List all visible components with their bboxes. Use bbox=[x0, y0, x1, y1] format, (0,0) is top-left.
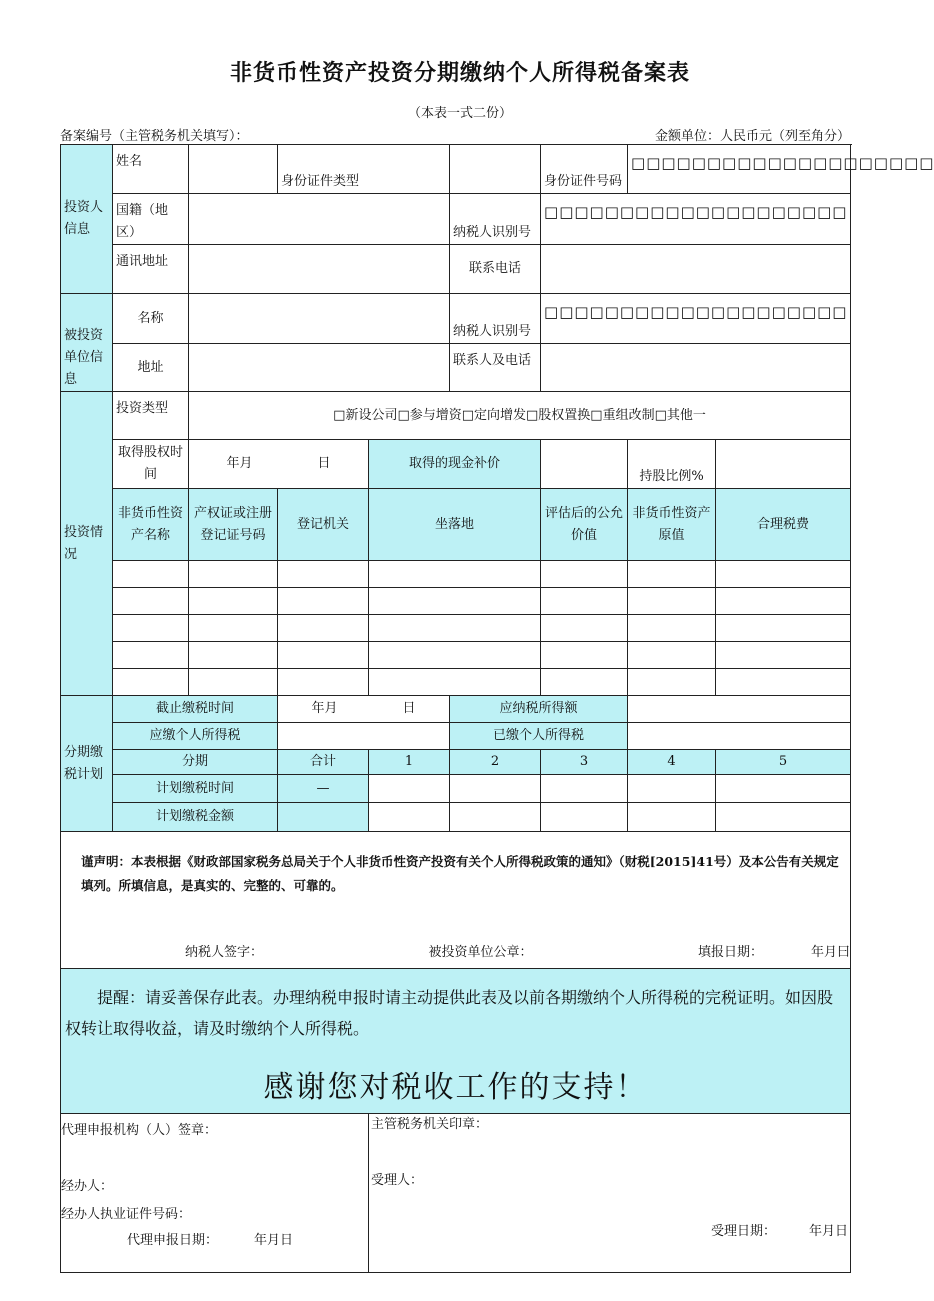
asset-row bbox=[61, 561, 851, 588]
investee-section-label: 被投资单位信息 bbox=[61, 294, 113, 392]
investee-tax-id-label: 纳税人识别号 bbox=[450, 294, 541, 344]
equity-time-field[interactable]: 年月 日 bbox=[189, 440, 369, 489]
payable-tax-label: 应缴个人所得税 bbox=[113, 723, 278, 750]
cell[interactable] bbox=[628, 588, 716, 615]
investor-section-label: 投资人信息 bbox=[61, 145, 113, 294]
total-label: 合计 bbox=[278, 750, 369, 775]
cell[interactable] bbox=[278, 642, 369, 669]
declaration-block bbox=[61, 832, 851, 969]
agent-block bbox=[61, 1113, 369, 1272]
payable-tax-field[interactable] bbox=[278, 723, 450, 750]
asset-name-header: 非货币性资产名称 bbox=[113, 489, 189, 561]
taxable-income-label: 应纳税所得额 bbox=[450, 696, 628, 723]
nationality-label: 国籍（地区） bbox=[113, 194, 189, 245]
cell[interactable] bbox=[189, 561, 278, 588]
cell[interactable] bbox=[113, 642, 189, 669]
id-number-label: 身份证件号码 bbox=[541, 145, 628, 194]
agent-date-ymd: 年月日 bbox=[254, 1232, 294, 1248]
cash-comp-field[interactable] bbox=[541, 440, 628, 489]
handler-label: 经办人： bbox=[61, 1178, 114, 1194]
receive-date-label: 受理日期： bbox=[711, 1223, 777, 1239]
holding-ratio-label: 持股比例% bbox=[628, 440, 716, 489]
cell[interactable] bbox=[189, 642, 278, 669]
contact-label: 联系人及电话 bbox=[450, 344, 541, 392]
cell[interactable] bbox=[541, 615, 628, 642]
receive-date-ymd: 年月日 bbox=[809, 1223, 849, 1239]
cell[interactable] bbox=[369, 588, 541, 615]
contact-field[interactable] bbox=[541, 344, 851, 392]
certificate-no-header: 产权证或注册登记证号码 bbox=[189, 489, 278, 561]
location-header: 坐落地 bbox=[369, 489, 541, 561]
cash-comp-label: 取得的现金补价 bbox=[369, 440, 541, 489]
asset-row bbox=[61, 615, 851, 642]
tax-authority-block bbox=[369, 1113, 851, 1272]
paid-tax-label: 已缴个人所得税 bbox=[450, 723, 628, 750]
cell[interactable] bbox=[716, 642, 851, 669]
nationality-field[interactable] bbox=[189, 194, 450, 245]
paid-tax-field[interactable] bbox=[628, 723, 851, 750]
cell[interactable] bbox=[541, 803, 628, 832]
period-3: 3 bbox=[541, 750, 628, 775]
investor-name-field[interactable] bbox=[189, 145, 278, 194]
investee-name-label: 名称 bbox=[113, 294, 189, 344]
form-title: 非货币性资产投资分期缴纳个人所得税备案表 bbox=[229, 61, 690, 86]
holding-ratio-field[interactable] bbox=[716, 440, 851, 489]
cell[interactable] bbox=[369, 561, 541, 588]
declaration-text: 谨声明：本表根据《财政部国家税务总局关于个人非货币性资产投资有关个人所得税政策的通知》（财税[2015]41号）及本公告有关规定填列。所填信息，是真实的、完整的、可靠的。 bbox=[81, 854, 839, 893]
period-2: 2 bbox=[450, 750, 541, 775]
address-field[interactable] bbox=[189, 245, 450, 294]
cell[interactable] bbox=[113, 669, 189, 696]
cell[interactable] bbox=[628, 669, 716, 696]
cell[interactable] bbox=[278, 588, 369, 615]
investor-tax-id-boxes[interactable]: □□□□□□□□□□□□□□□□□□□□ bbox=[541, 194, 851, 245]
cell[interactable] bbox=[369, 642, 541, 669]
cell[interactable] bbox=[716, 803, 851, 832]
cell[interactable] bbox=[628, 561, 716, 588]
cell[interactable] bbox=[189, 588, 278, 615]
cell[interactable] bbox=[628, 615, 716, 642]
cell[interactable] bbox=[716, 669, 851, 696]
cell[interactable] bbox=[541, 642, 628, 669]
agent-date-label: 代理申报日期： bbox=[127, 1232, 219, 1248]
deadline-field[interactable]: 年月 日 bbox=[278, 696, 450, 723]
investment-type-options[interactable]: □新设公司□参与增资□定向增发□股权置换□重组改制□其他一 bbox=[189, 392, 851, 440]
cell[interactable] bbox=[541, 561, 628, 588]
phone-label: 联系电话 bbox=[450, 245, 541, 294]
fair-value-header: 评估后的公允价值 bbox=[541, 489, 628, 561]
plan-amount-label: 计划缴税金额 bbox=[113, 803, 278, 832]
tax-seal-label: 主管税务机关印章： bbox=[371, 1116, 489, 1132]
cell[interactable] bbox=[628, 642, 716, 669]
registry-header: 登记机关 bbox=[278, 489, 369, 561]
asset-row bbox=[61, 642, 851, 669]
cell[interactable] bbox=[450, 775, 541, 803]
taxpayer-sign-label: 纳税人签字： bbox=[185, 944, 264, 960]
reminder-block bbox=[61, 969, 851, 1114]
period-4: 4 bbox=[628, 750, 716, 775]
filing-form-table bbox=[60, 144, 934, 1273]
cell[interactable] bbox=[716, 615, 851, 642]
investee-address-field[interactable] bbox=[189, 344, 450, 392]
handler-cert-label: 经办人执业证件号码： bbox=[61, 1206, 192, 1222]
fill-date-label: 填报日期： bbox=[697, 944, 763, 960]
cell[interactable] bbox=[369, 803, 450, 832]
plan-amount-total[interactable] bbox=[278, 803, 369, 832]
receiver-label: 受理人： bbox=[371, 1172, 424, 1188]
cell[interactable] bbox=[450, 803, 541, 832]
cell[interactable] bbox=[716, 561, 851, 588]
cell[interactable] bbox=[113, 588, 189, 615]
cell[interactable] bbox=[628, 803, 716, 832]
cell[interactable] bbox=[628, 775, 716, 803]
cell[interactable] bbox=[278, 561, 369, 588]
thanks-message: 感谢您对税收工作的支持！ bbox=[263, 1069, 648, 1105]
cell[interactable] bbox=[369, 615, 541, 642]
investee-name-field[interactable] bbox=[189, 294, 450, 344]
original-value-header: 非货币性资产原值 bbox=[628, 489, 716, 561]
cell[interactable] bbox=[541, 588, 628, 615]
cell[interactable] bbox=[369, 669, 541, 696]
id-type-label: 身份证件类型 bbox=[278, 145, 450, 194]
investee-tax-id-boxes[interactable]: □□□□□□□□□□□□□□□□□□□□ bbox=[541, 294, 851, 344]
investor-name-label: 姓名 bbox=[113, 145, 189, 194]
id-number-boxes[interactable]: □□□□□□□□□□□□□□□□□□□□ bbox=[628, 145, 851, 194]
agent-sign-label: 代理申报机构（人）签章： bbox=[61, 1122, 218, 1138]
deadline-label: 截止缴税时间 bbox=[113, 696, 278, 723]
reminder-text: 提醒：请妥善保存此表。办理纳税申报时请主动提供此表及以前各期缴纳个人所得税的完税证明。如因股权转让取得收益，请及时缴纳个人所得税。 bbox=[65, 988, 834, 1038]
cell[interactable] bbox=[369, 775, 450, 803]
cell[interactable] bbox=[278, 669, 369, 696]
tax-fee-header: 合理税费 bbox=[716, 489, 851, 561]
asset-row bbox=[61, 588, 851, 615]
period-1: 1 bbox=[369, 750, 450, 775]
asset-row bbox=[61, 669, 851, 696]
period-5: 5 bbox=[716, 750, 851, 775]
address-label: 通讯地址 bbox=[113, 245, 189, 294]
cell[interactable] bbox=[541, 669, 628, 696]
amount-unit-label: 金额单位：人民币元（列至角分） bbox=[654, 129, 850, 144]
plan-time-total: — bbox=[278, 775, 369, 803]
cell[interactable] bbox=[541, 775, 628, 803]
investor-tax-id-label: 纳税人识别号 bbox=[450, 194, 541, 245]
cell[interactable] bbox=[113, 561, 189, 588]
taxable-income-field[interactable] bbox=[628, 696, 851, 723]
investee-seal-label: 被投资单位公章： bbox=[428, 944, 533, 960]
fill-date-ymd: 年月曰 bbox=[810, 944, 850, 960]
cell[interactable] bbox=[189, 669, 278, 696]
equity-time-label: 取得股权时间 bbox=[113, 440, 189, 489]
investee-address-label: 地址 bbox=[113, 344, 189, 392]
form-subtitle: （本表一式二份） bbox=[407, 106, 512, 121]
cell[interactable] bbox=[716, 588, 851, 615]
investment-section-label: 投资情况 bbox=[61, 392, 113, 696]
cell[interactable] bbox=[278, 615, 369, 642]
plan-section-label: 分期缴税计划 bbox=[61, 696, 113, 832]
id-type-field[interactable] bbox=[450, 145, 541, 194]
plan-time-label: 计划缴税时间 bbox=[113, 775, 278, 803]
cell[interactable] bbox=[113, 615, 189, 642]
cell[interactable] bbox=[716, 775, 851, 803]
installment-label: 分期 bbox=[113, 750, 278, 775]
phone-field[interactable] bbox=[541, 245, 851, 294]
investment-type-label: 投资类型 bbox=[113, 392, 189, 440]
record-number-label: 备案编号（主管税务机关填写）： bbox=[60, 129, 249, 144]
cell[interactable] bbox=[189, 615, 278, 642]
